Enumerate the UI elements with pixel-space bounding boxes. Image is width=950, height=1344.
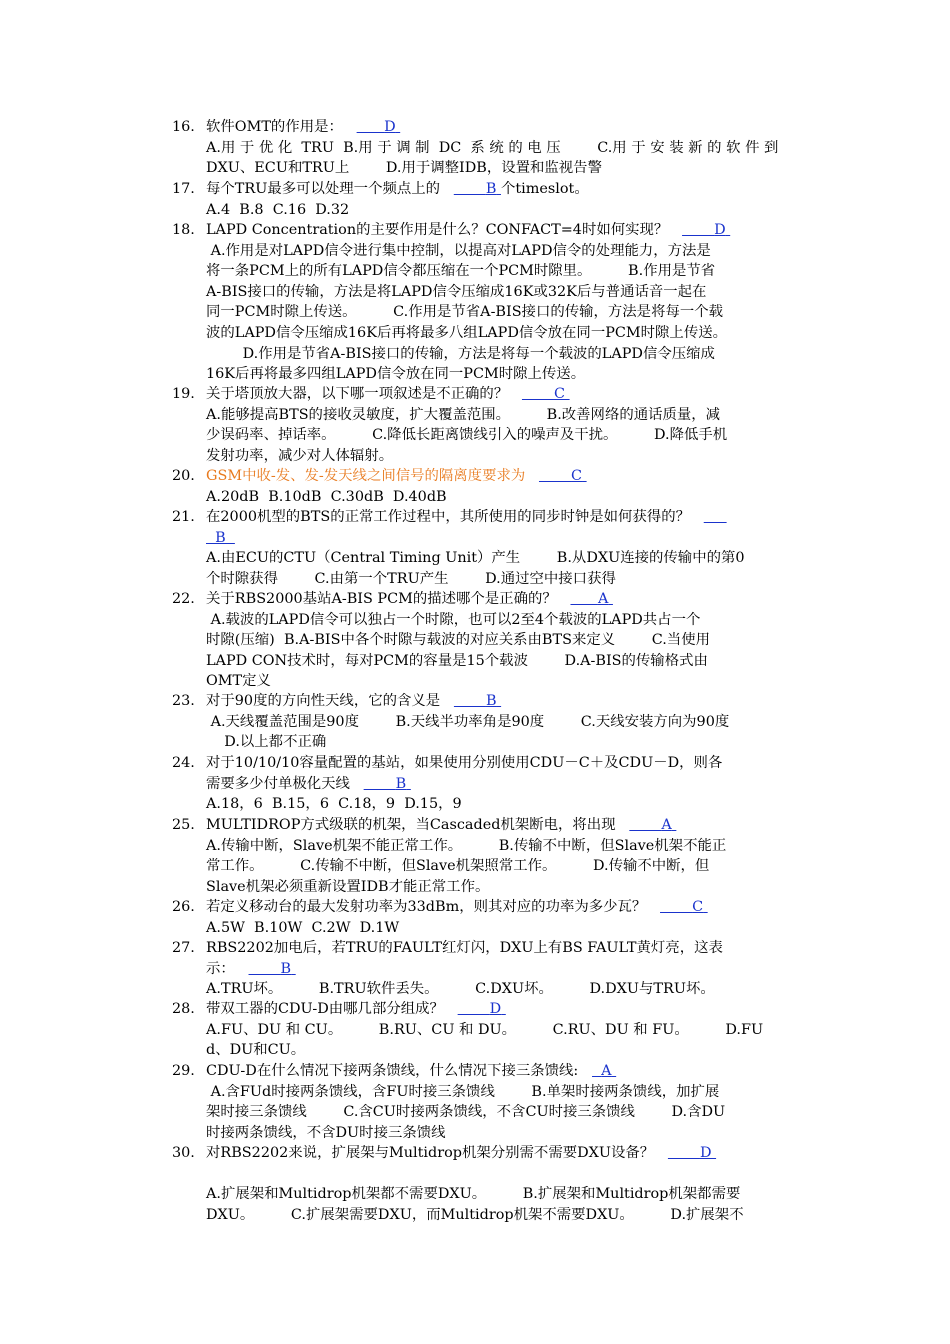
option-line [206, 425, 810, 446]
question-body [206, 1143, 810, 1225]
option-text: 需要多少付单极化天线 [206, 775, 364, 792]
question-stem [206, 117, 810, 138]
answer-part [454, 181, 486, 197]
stem-text: 对RBS2202来说，扩展架与Multidrop机架分别需不需要DXU设备？ [206, 1145, 655, 1161]
option-text: A.5W B.10W C.2W D.1W [206, 919, 400, 936]
question-stem [206, 589, 810, 610]
answer-blank [592, 1063, 616, 1079]
stem-text: 每个TRU最多可以处理一个频点上的 [206, 181, 441, 197]
option-text: D.以上都不正确 [206, 734, 327, 751]
stem-text: MULTIDROP方式级联的机架，当Cascaded机架断电，将出现 [206, 817, 616, 833]
option-line [206, 794, 810, 815]
question-stem [206, 815, 810, 836]
question-body [206, 938, 810, 1000]
answer-part [522, 386, 554, 402]
option-text: A.传输中断，Slave机架不能正常工作。 B.传输不中断，但Slave机架不能正 [206, 837, 727, 854]
question-number: 30. [172, 1145, 195, 1161]
answer-part [726, 222, 731, 238]
option-line [206, 405, 810, 426]
stem-text: 软件OMT的作用是： [206, 119, 343, 135]
option-text: A.作用是对LAPD信令进行集中控制，以提高对LAPD信令的处理能力，方法是 [206, 242, 711, 259]
question-number: 20. [172, 468, 195, 484]
question-body [206, 897, 810, 938]
option-line [206, 979, 810, 1000]
answer-part: A [601, 1063, 612, 1079]
answer-blank [570, 591, 612, 607]
answer-part [612, 1063, 617, 1079]
answer-blank [682, 222, 730, 238]
option-line [206, 1123, 810, 1144]
answer-part: B [395, 775, 407, 792]
option-line [206, 918, 810, 939]
stem-text: CDU-D在什么情况下接两条馈线，什么情况下接三条馈线: [206, 1063, 579, 1079]
option-text: A.扩展架和Multidrop机架都不需要DXU。 B.扩展架和Multidrop机架都需要 [206, 1186, 741, 1203]
answer-part [406, 776, 411, 792]
answer-part: A [597, 591, 609, 607]
answer-part [396, 119, 401, 135]
option-text: A.FU、DU 和 CU。 B.RU、CU 和 DU。 C.RU、DU 和 FU。 D.FU [206, 1021, 764, 1038]
answer-blank [539, 468, 587, 484]
option-text: 少误码率、掉话率。 C.降低长距离馈线引入的噪声及干扰。 D.降低手机 [206, 427, 728, 444]
option-text: DXU、ECU和TRU上 D.用于调整IDB，设置和监视告警 [206, 160, 602, 177]
answer-part [249, 961, 281, 977]
option-text: 16K后再将最多四组LAPD信令放在同一PCM时隙上传送。 [206, 366, 586, 383]
option-line [206, 630, 810, 651]
option-text: A.4 B.8 C.16 D.32 [206, 201, 350, 218]
question-number: 22. [172, 591, 195, 607]
option-line [206, 261, 810, 282]
answer-blank [660, 899, 708, 915]
answer-part: C [553, 386, 565, 402]
option-text: A.TRU坏。 B.TRU软件丢失。 C.DXU坏。 D.DXU与TRU坏。 [206, 981, 715, 998]
answer-part [703, 899, 708, 915]
question-stem [206, 938, 810, 959]
option-line [206, 1102, 810, 1123]
option-text: A.含FUd时接两条馈线，含FU时接三条馈线 B.单架时接两条馈线，加扩展 [206, 1083, 720, 1100]
option-text: A.用 于 优 化 TRU B.用 于 调 制 DC 系 统 的 电 压 C.用 于 安 装 新 的 软 件 到 [206, 139, 779, 156]
answer-part [712, 1145, 717, 1161]
answer-part [608, 591, 613, 607]
question-stem [206, 999, 810, 1020]
question-body [206, 999, 810, 1061]
option-text: A.20dB B.10dB C.30dB D.40dB [206, 488, 447, 505]
answer-part [570, 591, 597, 607]
option-text: d、DU和CU。 [206, 1042, 306, 1059]
option-line [206, 1205, 810, 1226]
option-line [206, 158, 810, 179]
option-line [206, 1164, 810, 1185]
answer-part: D [384, 119, 396, 135]
option-line [206, 856, 810, 877]
answer-blank [522, 386, 570, 402]
question-number: 29. [172, 1063, 195, 1079]
question-stem [206, 507, 810, 528]
answer-part: D [489, 1001, 502, 1017]
question-body [206, 220, 810, 385]
option-text: LAPD CON技术时，每对PCM的容量是15个载波 D.A-BIS的传输格式由 [206, 652, 708, 669]
question-body [206, 384, 810, 466]
option-text: 时接两条馈线，不含DU时接三条馈线 [206, 1124, 446, 1141]
option-text: A.18，6 B.15，6 C.18，9 D.15，9 [206, 796, 462, 813]
answer-part [364, 776, 396, 792]
option-text: A-BIS接口的传输，方法是将LAPD信令压缩成16K或32K后与普通话音一起在 [206, 283, 707, 300]
question-stem [206, 897, 810, 918]
answer-part [672, 817, 677, 833]
option-line [206, 671, 810, 692]
question-number: 26. [172, 899, 195, 915]
option-line [206, 323, 810, 344]
option-text: 发射功率，减少对人体辐射。 [206, 447, 394, 464]
answer-part [704, 509, 727, 525]
option-line [206, 487, 810, 508]
answer-blank [458, 1001, 506, 1017]
stem-text: RBS2202加电后，若TRU的FAULT红灯闪，DXU上有BS FAULT黄灯亮，这表 [206, 940, 723, 956]
option-line [206, 241, 810, 262]
answer-part: B [485, 181, 497, 197]
option-line [206, 651, 810, 672]
stem-text: 若定义移动台的最大发射功率为33dBm，则其对应的功率为多少瓦？ [206, 899, 647, 915]
option-text: 同一PCM时隙上传送。 C.作用是节省A-BIS接口的传输，方法是将每一个载 [206, 304, 724, 321]
option-line [206, 959, 810, 980]
question-number: 28. [172, 1001, 195, 1017]
question-number: 27. [172, 940, 195, 956]
question-number: 21. [172, 509, 195, 525]
option-line [206, 548, 810, 569]
answer-part [582, 468, 587, 484]
stem-text: 关于RBS2000基站A-BIS PCM的描述哪个是正确的？ [206, 591, 557, 607]
option-line [206, 732, 810, 753]
answer-blank [629, 817, 676, 833]
answer-part [668, 1145, 700, 1161]
question-number: 18. [172, 222, 195, 238]
question-stem [206, 691, 810, 712]
question-stem [206, 220, 810, 241]
answer-part [565, 386, 570, 402]
option-line [206, 1082, 810, 1103]
option-line [206, 877, 810, 898]
answer-blank [454, 181, 501, 197]
answer-blank [364, 776, 411, 792]
question-body [206, 1061, 810, 1143]
question-number: 25. [172, 817, 195, 833]
option-text: A.天线覆盖范围是90度 B.天线半功率角是90度 C.天线安装方向为90度 [206, 713, 730, 730]
option-text: 个时隙获得 C.由第一个TRU产生 D.通过空中接口获得 [206, 570, 616, 587]
option-line [206, 364, 810, 385]
answer-part [629, 817, 661, 833]
option-line [206, 446, 810, 467]
question-stem [206, 753, 810, 774]
option-line [206, 138, 810, 159]
option-line [206, 282, 810, 303]
question-number: 17. [172, 181, 195, 197]
stem-text: LAPD Concentration的主要作用是什么？CONFACT=4时如何实现？ [206, 222, 669, 238]
question-number: 23. [172, 693, 195, 709]
stem-text: 对于90度的方向性天线，它的含义是 [206, 693, 441, 709]
stem-text: GSM中收-发、发-发天线之间信号的隔离度要求为 [206, 468, 526, 484]
question-number: 24. [172, 755, 195, 771]
question-stem [206, 466, 810, 487]
option-line [206, 712, 810, 733]
question-body [206, 507, 810, 589]
option-text: B [206, 529, 235, 546]
stem-text: 对于10/10/10容量配置的基站，如果使用分别使用CDU－C＋及CDU－D，则各 [206, 755, 723, 771]
option-text: DXU。 C.扩展架需要DXU，而Multidrop机架不需要DXU。 D.扩展架不 [206, 1206, 744, 1223]
question-body [206, 179, 810, 220]
answer-blank [454, 693, 501, 709]
option-line [206, 774, 810, 795]
option-text: 常工作。 C.传输不中断，但Slave机架照常工作。 D.传输不中断，但 [206, 858, 710, 875]
answer-part [458, 1001, 490, 1017]
option-text: 架时接三条馈线 C.含CU时接两条馈线，不含CU时接三条馈线 D.含DU [206, 1104, 726, 1121]
stem-tail: 个timeslot。 [500, 181, 589, 197]
answer-part: D [714, 222, 726, 238]
answer-part: C [692, 899, 704, 915]
option-line [206, 836, 810, 857]
option-text: A.由ECU的CTU（Central Timing Unit）产生 B.从DXU连接的传输中的第0 [206, 550, 745, 567]
answer-part [682, 222, 714, 238]
answer-part [539, 468, 571, 484]
answer-part [454, 693, 486, 709]
answer-blank [249, 961, 296, 977]
stem-text: 关于塔顶放大器，以下哪一项叙述是不正确的？ [206, 386, 509, 402]
answer-part: B [280, 960, 292, 977]
question-body [206, 753, 810, 815]
option-line [206, 528, 810, 549]
option-text: A.能够提高BTS的接收灵敏度，扩大覆盖范围。 B.改善网络的通话质量，减 [206, 406, 721, 423]
answer-blank [704, 509, 727, 525]
stem-text: 带双工器的CDU-D由哪几部分组成？ [206, 1001, 444, 1017]
answer-part [357, 119, 384, 135]
answer-part [592, 1063, 601, 1079]
question-body [206, 117, 810, 179]
option-text: D.作用是节省A-BIS接口的传输，方法是将每一个载波的LAPD信令压缩成 [206, 345, 715, 362]
option-line [206, 569, 810, 590]
answer-part: A [661, 817, 672, 833]
option-line [206, 200, 810, 221]
option-line [206, 1184, 810, 1205]
option-text: 示： [206, 960, 249, 977]
answer-part: B [485, 693, 497, 709]
question-body [206, 589, 810, 692]
question-number: 19. [172, 386, 195, 402]
answer-blank [357, 119, 401, 135]
answer-part [497, 693, 502, 709]
option-line [206, 610, 810, 631]
option-line [206, 302, 810, 323]
question-body [206, 815, 810, 897]
question-number: 16. [172, 119, 195, 135]
option-text: 时隙(压缩) B.A-BIS中各个时隙与载波的对应关系由BTS来定义 C.当使用 [206, 632, 710, 649]
answer-part [660, 899, 692, 915]
stem-text: 在2000机型的BTS的正常工作过程中，其所使用的同步时钟是如何获得的？ [206, 509, 690, 525]
option-text: 将一条PCM上的所有LAPD信令都压缩在一个PCM时隙里。 B.作用是节省 [206, 263, 716, 280]
answer-part [291, 961, 296, 977]
question-stem [206, 179, 810, 200]
question-body [206, 466, 810, 507]
option-text: A.载波的LAPD信令可以独占一个时隙，也可以2至4个载波的LAPD共占一个 [206, 611, 701, 628]
option-text: OMT定义 [206, 673, 271, 690]
option-line [206, 1040, 810, 1061]
option-text: Slave机架必须重新设置IDB才能正常工作。 [206, 878, 490, 895]
option-text: 波的LAPD信令压缩成16K后再将最多八组LAPD信令放在同一PCM时隙上传送。 [206, 324, 727, 341]
question-stem [206, 1143, 810, 1164]
question-stem [206, 1061, 810, 1082]
option-line [206, 344, 810, 365]
question-body [206, 691, 810, 753]
answer-blank [668, 1145, 716, 1161]
answer-part [501, 1001, 506, 1017]
answer-part: D [699, 1145, 712, 1161]
answer-part: C [571, 468, 583, 484]
question-stem [206, 384, 810, 405]
option-line [206, 1020, 810, 1041]
